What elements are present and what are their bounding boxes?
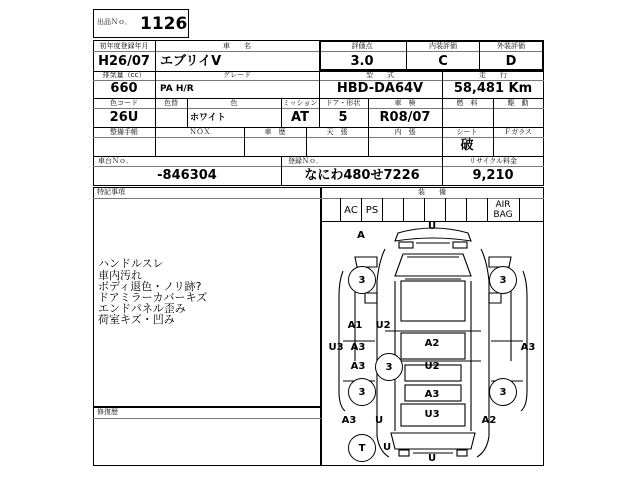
repair-history-label: 修復歴 xyxy=(97,408,118,416)
damage-circle: 3 xyxy=(489,266,517,294)
displacement-value: 660 xyxy=(110,81,138,96)
remarks-label: 特記事項 xyxy=(97,188,125,196)
table-rule xyxy=(361,198,362,221)
doors-value: 5 xyxy=(338,110,348,125)
color-code-label: 色コード xyxy=(110,99,138,107)
remark-line: 車内汚れ xyxy=(98,269,142,282)
damage-mark: A2 xyxy=(424,338,440,349)
seat-label: シート xyxy=(456,128,478,136)
doors-label: ドア・形状 xyxy=(325,99,361,107)
table-rule xyxy=(466,198,467,221)
table-rule xyxy=(306,127,307,156)
remark-line: ボディ退色・ノリ跡? xyxy=(98,280,202,293)
chassis-number-label: 車台Ｎｏ． xyxy=(98,157,133,165)
transmission-value: AT xyxy=(291,110,309,125)
table-rule xyxy=(382,198,383,221)
table-rule xyxy=(442,156,443,186)
color-label: 色 xyxy=(230,99,238,107)
damage-mark: U3 xyxy=(328,342,344,353)
lot-number: 1126 xyxy=(140,14,188,34)
equipment-ac: AC xyxy=(344,205,358,216)
score-label: 評価点 xyxy=(351,42,373,50)
lot-number-label: 出品Ｎｏ． xyxy=(97,18,132,26)
table-rule xyxy=(442,127,443,156)
headliner-label: 天 張 xyxy=(326,128,348,136)
damage-mark: U3 xyxy=(424,409,440,420)
interior-grade-label: 内装評価 xyxy=(429,42,457,50)
table-rule xyxy=(93,418,321,419)
damage-mark: A3 xyxy=(424,389,440,400)
damage-mark: U xyxy=(374,415,384,426)
mileage-label: 走 行 xyxy=(479,71,507,79)
nox-label: ＮＯＸ xyxy=(189,128,211,136)
plate-number-label: 登録Ｎｏ． xyxy=(288,157,323,165)
displacement-label: 排気量（cc） xyxy=(102,71,146,79)
table-rule xyxy=(368,127,369,156)
table-rule xyxy=(406,40,407,71)
table-rule xyxy=(493,98,494,127)
table-rule xyxy=(442,71,443,98)
table-rule xyxy=(187,98,188,127)
exterior-grade-label: 外装評価 xyxy=(497,42,525,50)
equipment-label: 装 備 xyxy=(418,188,446,196)
damage-mark: A2 xyxy=(481,415,497,426)
color-change-label: 色替 xyxy=(164,99,178,107)
repair-history-box xyxy=(93,407,321,466)
table-rule xyxy=(424,198,425,221)
service-record-label: 整備手帳 xyxy=(110,128,138,136)
remark-line: ドアミラーカバーキズ xyxy=(98,291,208,304)
car-name-label: 車 名 xyxy=(223,42,251,50)
damage-mark: U xyxy=(382,442,392,453)
damage-mark: A3 xyxy=(520,342,536,353)
damage-mark: A1 xyxy=(347,320,363,331)
table-rule xyxy=(93,137,544,138)
table-rule xyxy=(155,71,156,98)
history-label: 車 歴 xyxy=(264,128,286,136)
table-rule xyxy=(155,127,156,156)
color-code-value: 26U xyxy=(109,110,139,125)
remark-line: 荷室キズ・凹み xyxy=(98,313,175,326)
remark-line: ハンドルスレ xyxy=(98,257,164,270)
table-rule xyxy=(445,198,446,221)
damage-mark: U xyxy=(427,453,437,464)
score-value: 3.0 xyxy=(350,54,374,69)
table-rule xyxy=(493,127,494,156)
damage-mark: U xyxy=(427,221,437,232)
damage-mark: A3 xyxy=(350,342,366,353)
exterior-grade-value: D xyxy=(505,54,517,69)
table-rule xyxy=(442,98,443,127)
table-rule xyxy=(368,98,369,127)
table-rule xyxy=(155,98,156,127)
model-code-label: 型 式 xyxy=(366,71,394,79)
equipment-airbag: AIR BAG xyxy=(493,200,513,220)
first-registration-value: H26/07 xyxy=(98,54,150,69)
damage-mark: A xyxy=(357,230,365,241)
inspection-label: 車 検 xyxy=(394,99,416,107)
grade-value: PA H/R xyxy=(160,84,194,94)
plate-number-value: なにわ480せ7226 xyxy=(304,168,420,183)
mileage-value: 58,481 Km xyxy=(453,81,533,96)
table-rule xyxy=(321,198,544,199)
table-rule xyxy=(487,198,488,221)
damage-circle: 3 xyxy=(489,378,517,406)
table-rule xyxy=(319,71,320,98)
damage-circle: T xyxy=(348,434,376,462)
table-rule xyxy=(479,40,480,71)
model-code-value: HBD-DA64V xyxy=(336,81,424,96)
drive-label: 駆 動 xyxy=(507,99,529,107)
table-rule xyxy=(93,198,321,199)
car-name-value: エブリイV xyxy=(160,54,222,69)
grade-label: グレード xyxy=(223,71,251,79)
color-value: ホワイト xyxy=(190,113,226,123)
interior-trim-label: 内 張 xyxy=(394,128,416,136)
table-rule xyxy=(244,127,245,156)
table-rule xyxy=(281,156,282,186)
interior-grade-value: C xyxy=(438,54,448,69)
table-rule xyxy=(340,198,341,221)
table-rule xyxy=(319,98,320,127)
remark-line: エンドパネル歪み xyxy=(98,302,186,315)
chassis-number-value: -846304 xyxy=(157,168,217,183)
inspection-value: R08/07 xyxy=(379,110,431,125)
table-rule xyxy=(155,40,156,71)
damage-mark: A3 xyxy=(350,361,366,372)
fuel-label: 燃 料 xyxy=(456,99,478,107)
damage-mark: U2 xyxy=(424,361,440,372)
recycle-fee-value: 9,210 xyxy=(472,168,514,183)
front-glass-label: Ｆガラス xyxy=(504,128,532,136)
damage-mark: U2 xyxy=(375,320,391,331)
recycle-fee-label: リサイクル料金 xyxy=(468,157,518,165)
table-rule xyxy=(519,198,520,221)
damage-circle: 3 xyxy=(348,378,376,406)
table-rule xyxy=(403,198,404,221)
damage-circle: 3 xyxy=(375,353,403,381)
damage-mark: A3 xyxy=(341,415,357,426)
seat-value: 破 xyxy=(460,138,474,153)
damage-circle: 3 xyxy=(348,266,376,294)
equipment-ps: PS xyxy=(365,205,379,216)
transmission-label: ミッション xyxy=(282,99,318,107)
first-registration-label: 初年度登録年月 xyxy=(99,42,149,50)
table-rule xyxy=(93,166,544,167)
